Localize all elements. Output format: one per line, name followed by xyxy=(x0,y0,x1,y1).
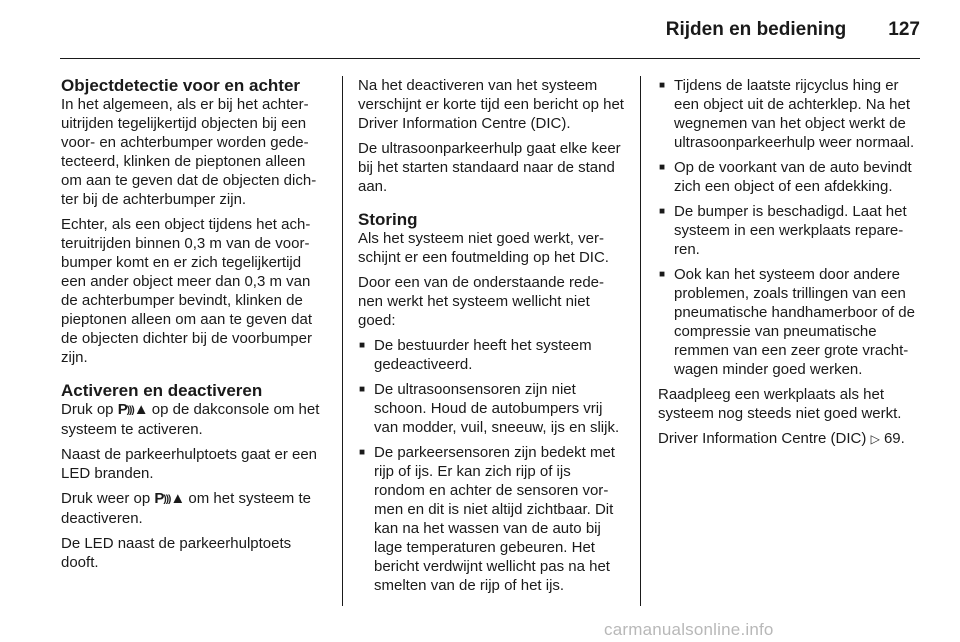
column-divider-1 xyxy=(342,76,343,606)
page-title: Rijden en bediening xyxy=(665,19,847,40)
parking-assist-icon: P)))▲ xyxy=(154,490,185,507)
header-rule xyxy=(60,58,920,59)
paragraph: Druk weer op P)))▲ om het systeem te deactiveren. xyxy=(61,490,311,527)
list-item: ■ Op de voorkant van de auto bevindt zich een object of een afdekking. xyxy=(658,158,921,196)
bullet-list xyxy=(658,76,921,379)
list-item: ■ De bumper is beschadigd. Laat het systeem in een werkplaats repareren. xyxy=(658,202,921,259)
column-divider-2 xyxy=(640,76,641,606)
column-3 xyxy=(658,76,921,455)
page-number: 127 xyxy=(888,19,920,40)
paragraph: De LED naast de parkeerhulptoets dooft. xyxy=(61,535,292,571)
column-2 xyxy=(358,76,624,601)
paragraph: Druk op P)))▲ op de dakconsole om het systeem te activeren. xyxy=(61,401,320,438)
section-heading-fault: Storing xyxy=(358,210,418,229)
page-header xyxy=(666,19,920,41)
paragraph: In het algemeen, als er bij het achteruitrijden tegelijkertijd objecten bij een voor- en achterbumper worden gedetecteerd, klinken de pieptonen alleen om aan te geven dat de objecten dichter bij de achterbumper zijn. xyxy=(61,96,317,208)
page-reference-link[interactable]: 69. xyxy=(883,430,905,447)
paragraph: Raadpleeg een werkplaats als het systeem nog steeds niet goed werkt. xyxy=(658,386,902,422)
paragraph: Als het systeem niet goed werkt, verschijnt er een foutmelding op het DIC. xyxy=(358,230,609,266)
list-item: ■ De parkeersensoren zijn bedekt met rijp of ijs. Er kan zich rijp of ijs rondom en achter de sensoren vormen en dit is niet altijd zichtbaar. Dit kan na het wassen van de auto bij lage temperaturen gebeuren. Het bericht verdwijnt wellicht pas na het smelten van de rijp of het ijs. xyxy=(358,443,624,595)
list-item: ■ De bestuurder heeft het systeem gedeactiveerd. xyxy=(358,336,624,374)
bullet-list xyxy=(358,336,624,595)
page-reference-icon: ▷ xyxy=(870,432,880,446)
list-item: ■ De ultrasoonsensoren zijn niet schoon. Houd de autobumpers vrij van modder, vuil, sneeuw, ijs en slijk. xyxy=(358,380,624,437)
paragraph: Door een van de onderstaande redenen werkt het systeem wellicht niet goed: xyxy=(358,274,605,329)
paragraph: De ultrasoonparkeerhulp gaat elke keer bij het starten standaard naar de stand aan. xyxy=(358,140,621,195)
paragraph: Naast de parkeerhulptoets gaat er een LED branden. xyxy=(61,446,318,482)
section-heading-object-detection: Objectdetectie voor en achter xyxy=(61,76,301,95)
list-item: ■ Tijdens de laatste rijcyclus hing er een object uit de achterklep. Na het wegnemen van het object werkt de ultrasoonparkeerhulp weer normaal. xyxy=(658,76,921,152)
parking-assist-icon: P)))▲ xyxy=(117,401,148,418)
section-heading-activate: Activeren en deactiveren xyxy=(61,381,263,400)
watermark: carmanualsonline.info xyxy=(604,620,774,639)
paragraph: Echter, als een object tijdens het achteruitrijden binnen 0,3 m van de voorbumper komt en er zich tegelijkertijd een ander object meer dan 0,3 m van de achterbumper bevindt, klinken de pieptonen alleen om aan te geven dat de objecten dichter bij de voorbumper zijn. xyxy=(61,216,313,366)
paragraph: Driver Information Centre (DIC) ▷ 69. xyxy=(658,430,905,447)
paragraph: Na het deactiveren van het systeem verschijnt er korte tijd een bericht op het Driver Information Centre (DIC). xyxy=(358,77,624,132)
column-1 xyxy=(61,76,324,578)
list-item: ■ Ook kan het systeem door andere problemen, zoals trillingen van een pneumatische handhamerboor of de compressie van pneumatische remmen van een zeer grote vrachtwagen minder goed werken. xyxy=(658,265,921,379)
